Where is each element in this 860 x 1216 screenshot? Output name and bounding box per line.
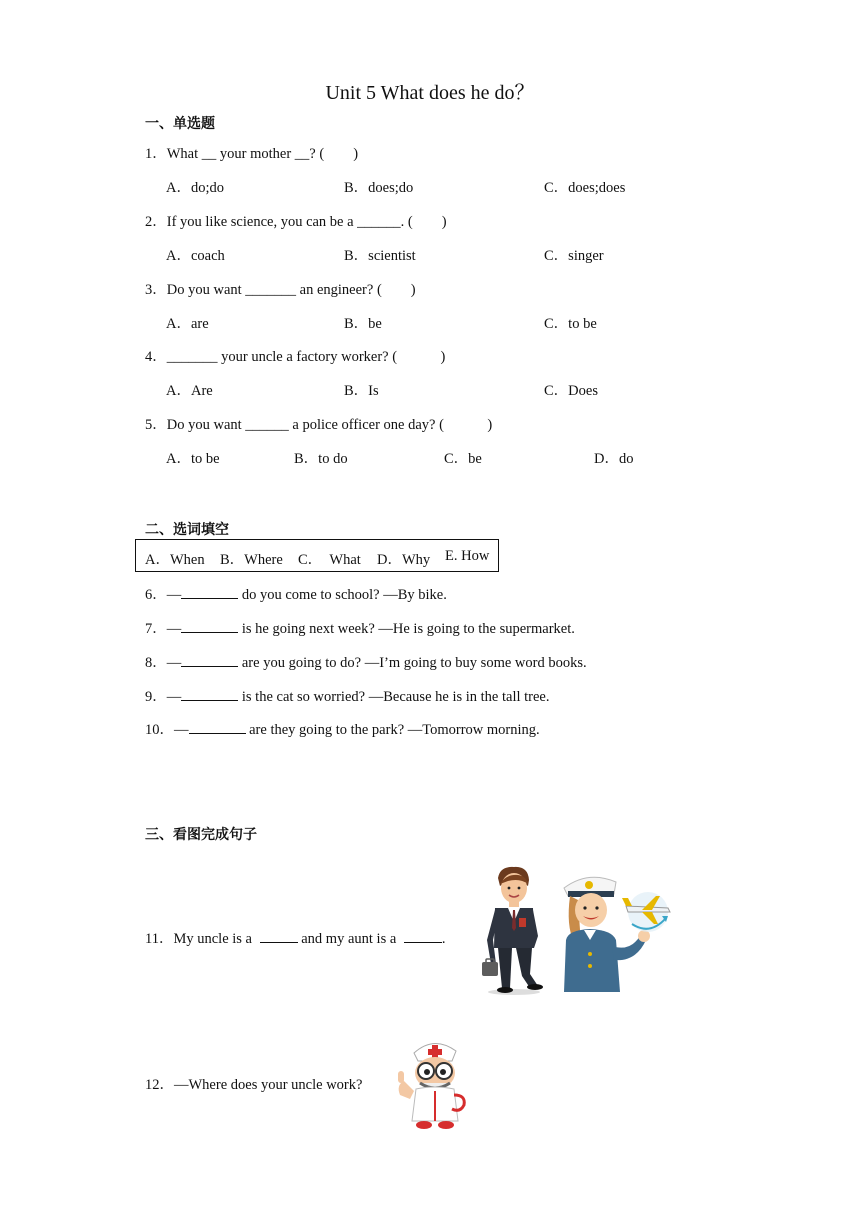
answer-blank[interactable] [189, 719, 246, 734]
question-text: What __ your mother __? ( ) [166, 146, 359, 162]
dash: — [174, 722, 189, 738]
answer-blank[interactable] [181, 686, 238, 701]
question-number: 11． [145, 931, 174, 947]
option-c: C．Does [544, 383, 598, 399]
option-b: B．Is [344, 383, 379, 399]
question-number: 4． [145, 349, 167, 365]
question-text: My uncle is a [173, 931, 256, 947]
question-11 [145, 927, 446, 948]
dash: — [166, 587, 182, 603]
item-text: are you going to do? —I’m going to buy some word books. [238, 655, 587, 671]
fill-item-8 [145, 651, 587, 672]
option-a: A．Are [166, 383, 213, 399]
answer-blank[interactable] [260, 928, 298, 943]
word-option-d: D．Why [377, 552, 431, 568]
fill-item-7 [145, 617, 575, 638]
question-text: . [441, 931, 446, 947]
option-b: B．scientist [344, 248, 416, 264]
item-number: 6． [145, 587, 167, 603]
question-text: Do you want ______ a police officer one day? ( ) [166, 417, 493, 433]
question-number: 1． [145, 146, 167, 162]
question-number: 12． [145, 1077, 174, 1093]
pilot-illustration [556, 866, 676, 996]
section-heading-1: 一、单选题 [145, 116, 215, 132]
fill-item-9 [145, 685, 550, 706]
page-title: Unit 5 What does he do？ [325, 82, 535, 104]
word-option-a: A．When [145, 552, 205, 568]
word-option-c: C． What [298, 552, 361, 568]
option-a: A．are [166, 316, 209, 332]
fill-item-10 [145, 718, 540, 739]
businessman-illustration [478, 864, 550, 996]
option-c: C．be [444, 451, 482, 467]
item-number: 10． [145, 722, 174, 738]
doctor-illustration [390, 1033, 480, 1131]
question-number: 3． [145, 282, 167, 298]
option-b: B．does;do [344, 180, 414, 196]
question-text: If you like science, you can be a ______. ( ) [166, 214, 447, 230]
word-bank-box [135, 539, 499, 572]
option-c: C．singer [544, 248, 604, 264]
fill-item-6 [145, 583, 447, 604]
item-number: 8． [145, 655, 167, 671]
option-a: A．do;do [166, 180, 224, 196]
question-text: _______ your uncle a factory worker? ( ) [166, 349, 446, 365]
option-b: B．to do [294, 451, 348, 467]
question-text: and my aunt is a [297, 931, 400, 947]
item-text: is he going next week? —He is going to the supermarket. [238, 621, 575, 637]
option-a: A．coach [166, 248, 225, 264]
item-text: is the cat so worried? —Because he is in the tall tree. [238, 689, 550, 705]
dash: — [166, 655, 182, 671]
word-option-e: E. How [445, 548, 490, 564]
word-option-b: B．Where [220, 552, 283, 568]
question-number: 5． [145, 417, 167, 433]
question-text: —Where does your uncle work? [174, 1077, 363, 1093]
item-text: are they going to the park? —Tomorrow morning. [245, 722, 540, 738]
item-text: do you come to school? —By bike. [238, 587, 447, 603]
option-c: C．does;does [544, 180, 626, 196]
option-b: B．be [344, 316, 382, 332]
option-c: C．to be [544, 316, 597, 332]
dash: — [166, 621, 182, 637]
answer-blank[interactable] [404, 928, 442, 943]
dash: — [166, 689, 182, 705]
item-number: 9． [145, 689, 167, 705]
option-d: D．do [594, 451, 634, 467]
answer-blank[interactable] [181, 618, 238, 633]
section-heading-2: 二、选词填空 [145, 522, 229, 538]
section-heading-3: 三、看图完成句子 [145, 827, 257, 843]
question-number: 2． [145, 214, 167, 230]
option-a: A．to be [166, 451, 220, 467]
answer-blank[interactable] [181, 584, 238, 599]
item-number: 7． [145, 621, 167, 637]
question-12 [145, 1073, 362, 1094]
question-text: Do you want _______ an engineer? ( ) [166, 282, 416, 298]
answer-blank[interactable] [181, 652, 238, 667]
